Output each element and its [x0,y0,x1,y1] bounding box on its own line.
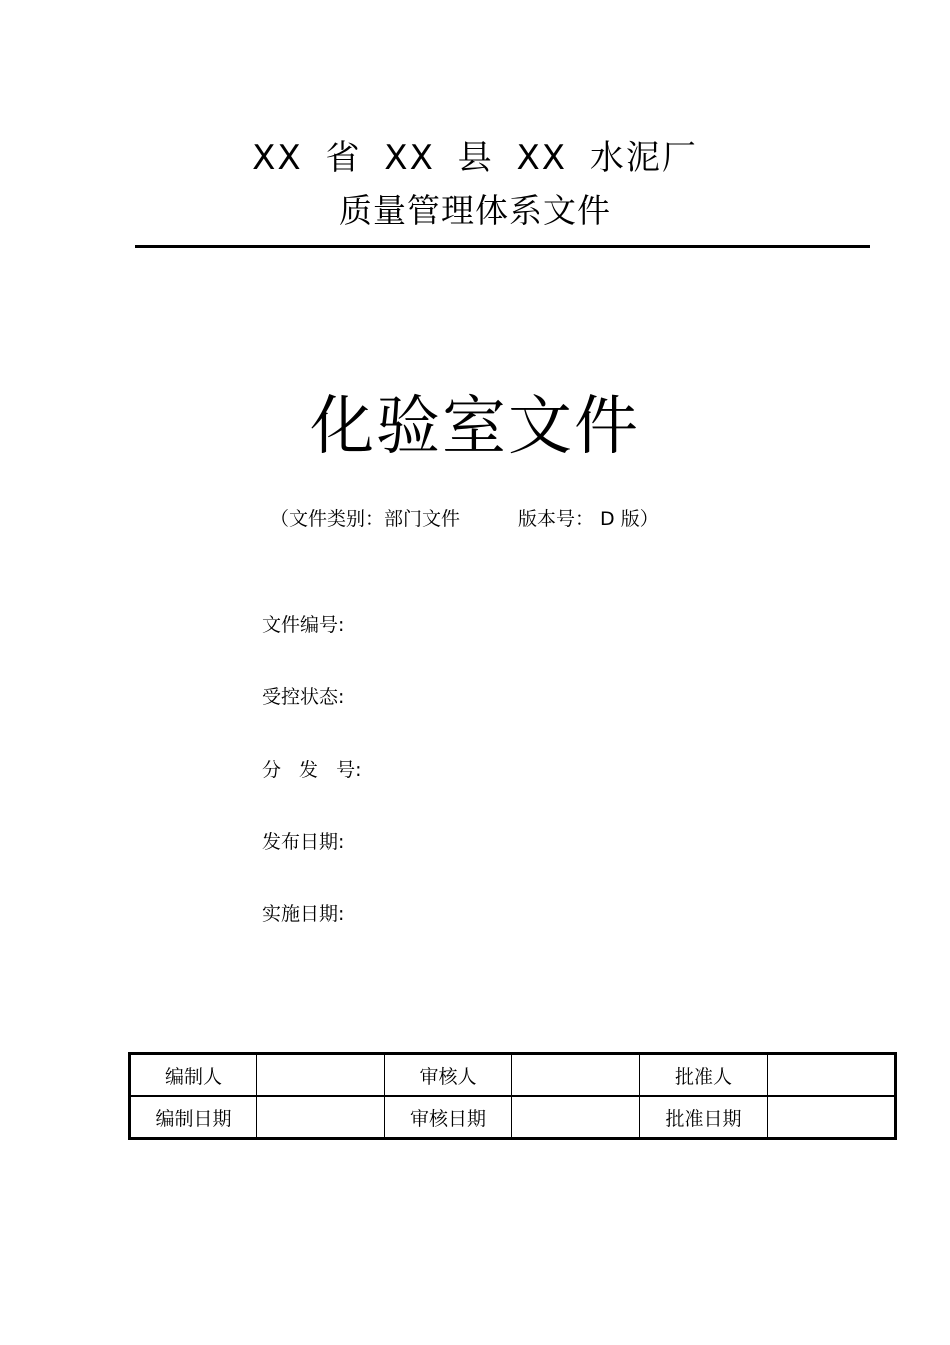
reviewer-label: 审核人 [385,1054,512,1097]
reviewer-value[interactable] [512,1054,640,1097]
document-category: （文件类别：部门文件 [270,508,461,530]
document-title: 化验室文件 [310,390,640,464]
table-row [130,1054,896,1097]
document-subtitle [270,504,659,531]
compiler-value[interactable] [257,1054,385,1097]
signature-table [128,1052,897,1140]
approver-value[interactable] [768,1054,896,1097]
review-date-value[interactable] [512,1096,640,1139]
compile-date-label: 编制日期 [130,1096,257,1139]
approve-date-value[interactable] [768,1096,896,1139]
header-system-line: 质量管理体系文件 [339,191,611,230]
field-release-date: 发布日期: [262,831,345,853]
field-doc-number: 文件编号: [262,614,345,636]
approver-label: 批准人 [640,1054,768,1097]
compile-date-value[interactable] [257,1096,385,1139]
header-org-line: XX 省 XX 县 XX 水泥厂 [252,138,698,178]
compiler-label: 编制人 [130,1054,257,1097]
field-control-status: 受控状态: [262,686,345,708]
table-row [130,1096,896,1139]
header-divider [135,245,870,248]
field-effective-date: 实施日期: [262,903,345,925]
review-date-label: 审核日期 [385,1096,512,1139]
approve-date-label: 批准日期 [640,1096,768,1139]
field-distribution-number: 分 发 号: [262,759,362,781]
document-version: 版本号： D 版） [518,508,659,530]
